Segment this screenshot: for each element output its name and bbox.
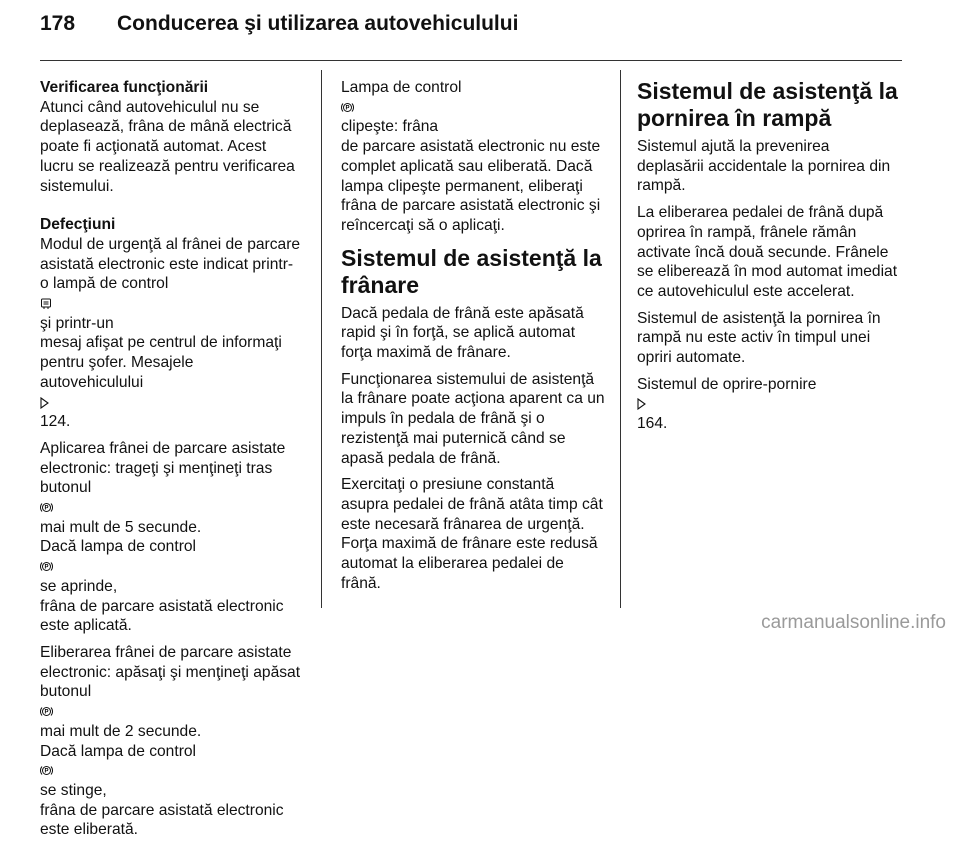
- page-header: [40, 0, 902, 61]
- section-title-hill-start-assist: Sistemul de asistenţă la pornirea în rampă: [637, 78, 898, 131]
- page-title: Conducerea şi utilizarea autovehiculului: [117, 12, 519, 35]
- column-1: [40, 78, 308, 847]
- paragraph: Dacă pedala de frână este apăsată rapid şi în forţă, se aplică automat forţa maximă de frânare.: [341, 304, 584, 362]
- parking-brake-icon: [40, 761, 308, 781]
- svg-text:P: P: [44, 505, 49, 512]
- column-divider: [321, 70, 322, 608]
- column-3: [637, 78, 905, 441]
- paragraph: Sistemul ajută la prevenirea deplasării accidentale la pornirea din rampă.: [637, 138, 891, 195]
- parking-brake-icon: [341, 98, 603, 118]
- column-divider: [620, 70, 621, 608]
- page-reference-arrow-icon[interactable]: [637, 394, 905, 414]
- paragraph: Aplicarea frânei de parcare asistate electronic: trageţi şi menţineţi tras butonul P mai mult de 5 secunde. Dacă lampa de control P se aprinde, frâna de parcare asistată electronic este aplicată.: [40, 439, 308, 636]
- paragraph: Lampa de control P clipeşte: frâna de parcare asistată electronic nu este complet aplicată sau eliberată. Dacă lampa clipeşte permanent, eliberaţi frâna de parcare asistată electronic şi reîncercaţi să o aplicaţi.: [341, 78, 603, 236]
- page-number: 178: [40, 12, 76, 35]
- svg-text:P: P: [345, 105, 350, 112]
- svg-text:P: P: [44, 709, 49, 716]
- subheading-verificarea: Verificarea funcţionării: [40, 79, 209, 96]
- section-title-brake-assist: Sistemul de asistenţă la frânare: [341, 244, 602, 298]
- watermark: carmanualsonline.info: [761, 612, 946, 633]
- brake-fault-icon: [40, 294, 308, 314]
- paragraph: La eliberarea pedalei de frână după oprirea în rampă, frânele rămân activate încă două secunde. Frânele se eliberează în mod automat imediat ce autovehiculul este accelerat.: [637, 204, 898, 300]
- paragraph: Exercitaţi o presiune constantă asupra pedalei de frână atâta timp cât este necesară frânarea de urgenţă. Forţa maximă de frânare este redusă automat la eliberarea pedalei de frână.: [341, 476, 603, 592]
- svg-text:P: P: [44, 564, 49, 571]
- column-2: [341, 78, 603, 600]
- paragraph: Atunci când autovehiculul nu se deplasează, frâna de mână electrică poate fi acţionată automat. Acest lucru se realizează pentru verificarea sistemului.: [40, 98, 295, 195]
- paragraph: Sistemul de asistenţă la pornirea în rampă nu este activ în timpul unei opriri automate.: [637, 309, 881, 367]
- paragraph: Funcţionarea sistemului de asistenţă la frânare poate acţiona aparent ca un impuls în pedala de frână şi o rezistenţă mai puternică când se apasă pedala de frână.: [341, 370, 605, 467]
- parking-brake-icon: [40, 702, 308, 722]
- page-reference-arrow-icon[interactable]: [40, 393, 308, 413]
- svg-text:P: P: [44, 768, 49, 775]
- paragraph: Modul de urgenţă al frânei de parcare asistată electronic este indicat printr- o lampă de control şi printr-un mesaj afişat pe centrul de informaţi pentru şofer. Mesajele autovehiculului 124.: [40, 235, 308, 432]
- parking-brake-icon: [40, 498, 308, 518]
- subheading-defectiuni: Defecţiuni: [40, 216, 116, 234]
- parking-brake-icon: [40, 557, 308, 577]
- paragraph: Sistemul de oprire-pornire 164.: [637, 375, 905, 434]
- paragraph: Eliberarea frânei de parcare asistate electronic: apăsaţi şi menţineţi apăsat butonul P mai mult de 2 secunde. Dacă lampa de control P se stinge, frâna de parcare asistată electronic este eliberată.: [40, 643, 308, 840]
